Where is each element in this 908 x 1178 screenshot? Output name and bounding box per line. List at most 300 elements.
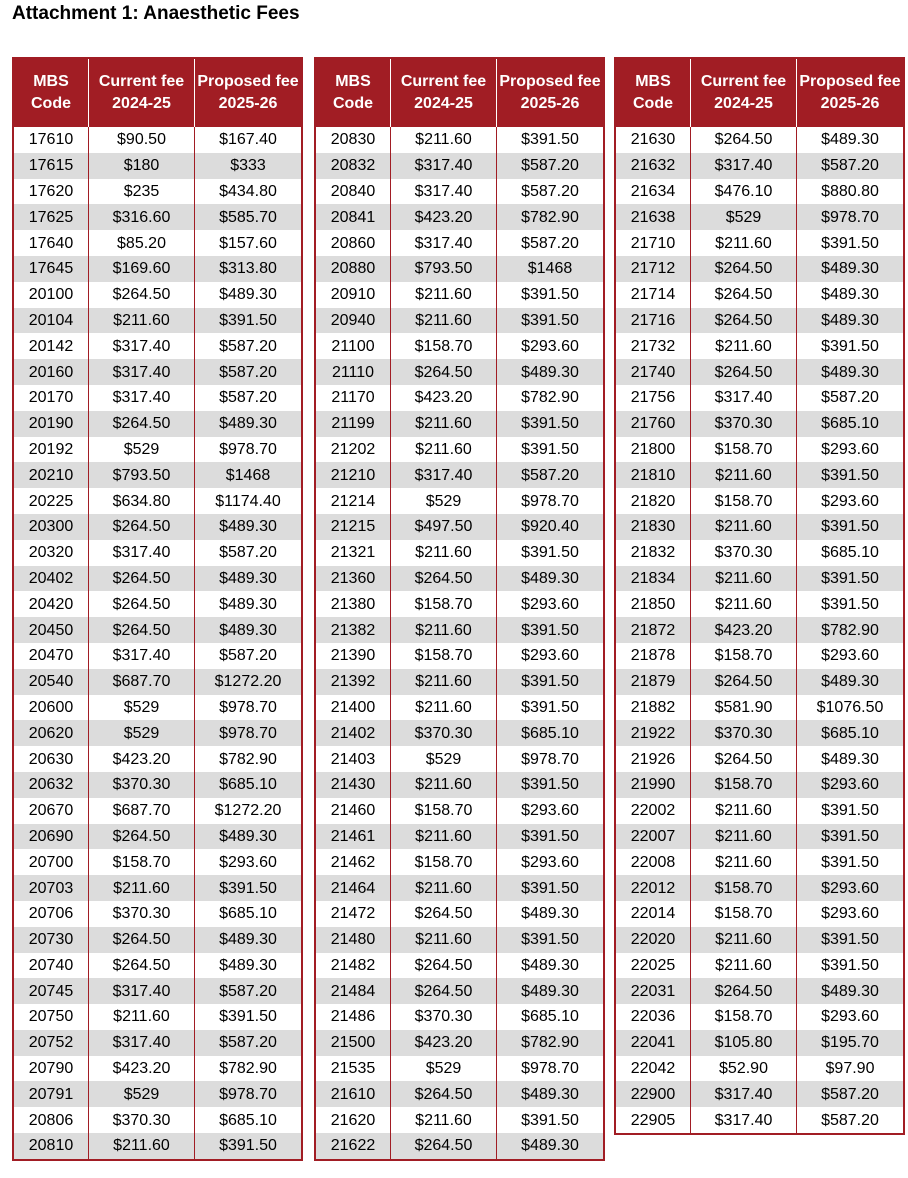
proposed-fee-cell: $489.30 — [797, 308, 905, 334]
current-fee-cell: $317.40 — [89, 385, 195, 411]
header-mbs-code: MBS Code — [615, 58, 691, 127]
current-fee-cell: $529 — [89, 1081, 195, 1107]
current-fee-cell: $529 — [89, 720, 195, 746]
proposed-fee-cell: $391.50 — [195, 875, 303, 901]
table-row — [13, 1056, 302, 1082]
current-fee-cell: $158.70 — [691, 772, 797, 798]
proposed-fee-cell: $587.20 — [497, 462, 605, 488]
current-fee-cell: $211.60 — [391, 308, 497, 334]
current-fee-cell: $264.50 — [691, 359, 797, 385]
mbs-code-cell: 20841 — [315, 204, 391, 230]
proposed-fee-cell: $1272.20 — [195, 798, 303, 824]
current-fee-cell: $264.50 — [691, 746, 797, 772]
table-row — [315, 617, 604, 643]
current-fee-cell: $105.80 — [691, 1030, 797, 1056]
proposed-fee-cell: $391.50 — [497, 540, 605, 566]
table-row — [13, 333, 302, 359]
current-fee-cell: $264.50 — [89, 617, 195, 643]
mbs-code-cell: 21810 — [615, 462, 691, 488]
table-row — [13, 720, 302, 746]
mbs-code-cell: 20210 — [13, 462, 89, 488]
mbs-code-cell: 21535 — [330, 1060, 376, 1078]
mbs-code-cell: 20790 — [28, 1060, 74, 1078]
current-fee-cell: $211.60 — [691, 333, 797, 359]
table-row — [13, 282, 302, 308]
mbs-code-cell: 22014 — [630, 905, 676, 923]
proposed-fee-cell: $489.30 — [497, 901, 605, 927]
current-fee-cell: $158.70 — [691, 901, 797, 927]
table-row — [615, 127, 904, 153]
current-fee-cell: $211.60 — [391, 540, 497, 566]
table-row — [13, 824, 302, 850]
mbs-code-cell: 17640 — [28, 234, 74, 252]
current-fee-cell: $211.60 — [691, 462, 797, 488]
current-fee-cell: $180 — [89, 153, 195, 179]
mbs-code-cell: 20860 — [330, 234, 376, 252]
mbs-code-cell: 20740 — [28, 956, 74, 974]
mbs-code-cell: 21382 — [315, 617, 391, 643]
proposed-fee-cell: $489.30 — [797, 359, 905, 385]
proposed-fee-cell: $293.60 — [497, 643, 605, 669]
proposed-fee-cell: $391.50 — [797, 927, 905, 953]
mbs-code-cell: 21380 — [330, 595, 376, 613]
table-row — [315, 359, 604, 385]
proposed-fee-cell: $293.60 — [497, 333, 605, 359]
table-row — [315, 282, 604, 308]
table-row — [615, 1004, 904, 1030]
current-fee-cell: $158.70 — [391, 798, 497, 824]
table-row — [615, 437, 904, 463]
proposed-fee-cell: $391.50 — [797, 591, 905, 617]
proposed-fee-cell: $391.50 — [797, 333, 905, 359]
mbs-code-cell: 20142 — [28, 337, 74, 355]
current-fee-cell: $211.60 — [391, 669, 497, 695]
mbs-code-cell: 21710 — [630, 234, 676, 252]
proposed-fee-cell: $391.50 — [797, 230, 905, 256]
proposed-fee-cell: $587.20 — [195, 1030, 303, 1056]
mbs-code-cell: 21632 — [615, 153, 691, 179]
mbs-code-cell: 20104 — [13, 308, 89, 334]
mbs-code-cell: 20706 — [28, 905, 74, 923]
proposed-fee-cell: $587.20 — [797, 1081, 905, 1107]
current-fee-cell: $264.50 — [391, 978, 497, 1004]
table-row — [13, 153, 302, 179]
proposed-fee-cell: $489.30 — [797, 282, 905, 308]
mbs-code-cell: 20752 — [13, 1030, 89, 1056]
proposed-fee-cell: $587.20 — [497, 153, 605, 179]
mbs-code-cell: 21630 — [630, 131, 676, 149]
table-row — [315, 385, 604, 411]
current-fee-cell: $264.50 — [89, 824, 195, 850]
mbs-code-cell: 20190 — [13, 411, 89, 437]
header-current-fee: Current fee 2024-25 — [89, 58, 195, 127]
mbs-code-cell: 21756 — [630, 389, 676, 407]
proposed-fee-cell: $293.60 — [797, 772, 905, 798]
mbs-code-cell: 21830 — [615, 514, 691, 540]
table-row — [615, 204, 904, 230]
mbs-code-cell: 21634 — [630, 182, 676, 200]
mbs-code-cell: 20830 — [330, 131, 376, 149]
current-fee-cell: $158.70 — [691, 875, 797, 901]
table-row — [315, 798, 604, 824]
current-fee-cell: $211.60 — [391, 824, 497, 850]
mbs-code-cell: 21430 — [315, 772, 391, 798]
current-fee-cell: $687.70 — [89, 798, 195, 824]
current-fee-cell: $211.60 — [89, 1004, 195, 1030]
current-fee-cell: $264.50 — [89, 953, 195, 979]
table-row — [13, 798, 302, 824]
table-row — [615, 772, 904, 798]
current-fee-cell: $317.40 — [89, 333, 195, 359]
proposed-fee-cell: $1174.40 — [195, 488, 303, 514]
mbs-code-cell: 21482 — [330, 956, 376, 974]
table-row — [13, 514, 302, 540]
mbs-code-cell: 21712 — [615, 256, 691, 282]
proposed-fee-cell: $293.60 — [497, 849, 605, 875]
current-fee-cell: $423.20 — [691, 617, 797, 643]
mbs-code-cell: 20703 — [13, 875, 89, 901]
current-fee-cell: $264.50 — [691, 978, 797, 1004]
proposed-fee-cell: $434.80 — [195, 179, 303, 205]
table-row — [13, 1133, 302, 1160]
mbs-code-cell: 20750 — [28, 1008, 74, 1026]
current-fee-cell: $90.50 — [89, 127, 195, 153]
current-fee-cell: $264.50 — [391, 1081, 497, 1107]
current-fee-cell: $158.70 — [391, 591, 497, 617]
current-fee-cell: $529 — [691, 204, 797, 230]
table-row — [615, 901, 904, 927]
mbs-code-cell: 21878 — [630, 647, 676, 665]
mbs-code-cell: 22008 — [630, 853, 676, 871]
table-row — [13, 437, 302, 463]
proposed-fee-cell: $391.50 — [497, 308, 605, 334]
mbs-code-cell: 20402 — [13, 566, 89, 592]
current-fee-cell: $264.50 — [391, 1133, 497, 1160]
mbs-code-cell: 21486 — [330, 1008, 376, 1026]
table-row — [13, 849, 302, 875]
table-row — [13, 359, 302, 385]
table-row — [615, 488, 904, 514]
mbs-code-cell: 22036 — [630, 1008, 676, 1026]
current-fee-cell: $317.40 — [391, 153, 497, 179]
current-fee-cell: $264.50 — [391, 901, 497, 927]
mbs-code-cell: 17645 — [13, 256, 89, 282]
proposed-fee-cell: $489.30 — [497, 953, 605, 979]
mbs-code-cell: 21202 — [330, 440, 376, 458]
table-row — [13, 901, 302, 927]
proposed-fee-cell: $587.20 — [797, 1107, 905, 1134]
proposed-fee-cell: $782.90 — [497, 1030, 605, 1056]
mbs-code-cell: 21714 — [630, 286, 676, 304]
mbs-code-cell: 17625 — [13, 204, 89, 230]
current-fee-cell: $316.60 — [89, 204, 195, 230]
table-row — [13, 540, 302, 566]
mbs-code-cell: 20100 — [28, 286, 74, 304]
proposed-fee-cell: $978.70 — [195, 437, 303, 463]
table-row — [315, 411, 604, 437]
table-row — [315, 462, 604, 488]
table-row — [13, 591, 302, 617]
current-fee-cell: $158.70 — [391, 333, 497, 359]
mbs-code-cell: 20630 — [28, 750, 74, 768]
current-fee-cell: $264.50 — [691, 127, 797, 153]
proposed-fee-cell: $978.70 — [797, 204, 905, 230]
current-fee-cell: $317.40 — [691, 385, 797, 411]
table-row — [13, 617, 302, 643]
table-row — [615, 798, 904, 824]
current-fee-cell: $634.80 — [89, 488, 195, 514]
proposed-fee-cell: $685.10 — [797, 411, 905, 437]
mbs-code-cell: 21464 — [315, 875, 391, 901]
table-row — [315, 333, 604, 359]
current-fee-cell: $423.20 — [89, 746, 195, 772]
proposed-fee-cell: $489.30 — [797, 256, 905, 282]
current-fee-cell: $211.60 — [391, 875, 497, 901]
proposed-fee-cell: $293.60 — [497, 591, 605, 617]
mbs-code-cell: 21403 — [330, 750, 376, 768]
proposed-fee-cell: $587.20 — [195, 333, 303, 359]
table-row — [13, 308, 302, 334]
proposed-fee-cell: $489.30 — [195, 953, 303, 979]
mbs-code-cell: 20320 — [28, 544, 74, 562]
current-fee-cell: $370.30 — [89, 1107, 195, 1133]
proposed-fee-cell: $391.50 — [797, 849, 905, 875]
mbs-code-cell: 17610 — [28, 131, 74, 149]
current-fee-cell: $211.60 — [691, 514, 797, 540]
proposed-fee-cell: $293.60 — [797, 437, 905, 463]
proposed-fee-cell: $782.90 — [497, 204, 605, 230]
table-row — [315, 566, 604, 592]
mbs-code-cell: 20832 — [315, 153, 391, 179]
proposed-fee-cell: $587.20 — [195, 978, 303, 1004]
current-fee-cell: $317.40 — [89, 978, 195, 1004]
proposed-fee-cell: $978.70 — [195, 695, 303, 721]
table-row — [315, 230, 604, 256]
mbs-code-cell: 20620 — [13, 720, 89, 746]
current-fee-cell: $317.40 — [391, 230, 497, 256]
mbs-code-cell: 21360 — [315, 566, 391, 592]
mbs-code-cell: 20600 — [28, 698, 74, 716]
mbs-code-cell: 21400 — [330, 698, 376, 716]
proposed-fee-cell: $587.20 — [497, 230, 605, 256]
mbs-code-cell: 20420 — [28, 595, 74, 613]
proposed-fee-cell: $391.50 — [497, 669, 605, 695]
mbs-code-cell: 21832 — [630, 544, 676, 562]
mbs-code-cell: 20192 — [28, 440, 74, 458]
proposed-fee-cell: $587.20 — [797, 153, 905, 179]
table-row — [13, 875, 302, 901]
mbs-code-cell: 21390 — [330, 647, 376, 665]
table-row — [315, 540, 604, 566]
header-current-fee: Current fee 2024-25 — [691, 58, 797, 127]
proposed-fee-cell: $782.90 — [195, 746, 303, 772]
current-fee-cell: $211.60 — [391, 282, 497, 308]
table-row — [615, 643, 904, 669]
table-row — [315, 153, 604, 179]
table-row — [615, 256, 904, 282]
proposed-fee-cell: $685.10 — [797, 720, 905, 746]
proposed-fee-cell: $489.30 — [497, 1081, 605, 1107]
proposed-fee-cell: $880.80 — [797, 179, 905, 205]
proposed-fee-cell: $978.70 — [497, 746, 605, 772]
current-fee-cell: $793.50 — [89, 462, 195, 488]
proposed-fee-cell: $489.30 — [195, 591, 303, 617]
proposed-fee-cell: $391.50 — [497, 1107, 605, 1133]
mbs-code-cell: 21472 — [330, 905, 376, 923]
proposed-fee-cell: $1468 — [497, 256, 605, 282]
current-fee-cell: $158.70 — [691, 488, 797, 514]
mbs-code-cell: 21882 — [630, 698, 676, 716]
mbs-code-cell: 21850 — [630, 595, 676, 613]
current-fee-cell: $423.20 — [89, 1056, 195, 1082]
table-row — [13, 566, 302, 592]
table-row — [13, 927, 302, 953]
current-fee-cell: $52.90 — [691, 1056, 797, 1082]
current-fee-cell: $158.70 — [391, 643, 497, 669]
mbs-code-cell: 20791 — [13, 1081, 89, 1107]
proposed-fee-cell: $391.50 — [497, 772, 605, 798]
table-row — [615, 282, 904, 308]
mbs-code-cell: 21926 — [630, 750, 676, 768]
current-fee-cell: $211.60 — [89, 875, 195, 901]
table-row — [13, 127, 302, 153]
proposed-fee-cell: $489.30 — [497, 359, 605, 385]
proposed-fee-cell: $391.50 — [797, 824, 905, 850]
header-proposed-fee: Proposed fee 2025-26 — [797, 58, 905, 127]
table-row — [615, 540, 904, 566]
proposed-fee-cell: $489.30 — [195, 927, 303, 953]
proposed-fee-cell: $195.70 — [797, 1030, 905, 1056]
table-row — [615, 179, 904, 205]
mbs-code-cell: 21820 — [630, 492, 676, 510]
proposed-fee-cell: $489.30 — [797, 746, 905, 772]
proposed-fee-cell: $293.60 — [797, 488, 905, 514]
proposed-fee-cell: $391.50 — [497, 617, 605, 643]
table-row — [615, 669, 904, 695]
proposed-fee-cell: $391.50 — [497, 695, 605, 721]
table-row — [13, 746, 302, 772]
mbs-code-cell: 21402 — [315, 720, 391, 746]
current-fee-cell: $264.50 — [89, 411, 195, 437]
current-fee-cell: $581.90 — [691, 695, 797, 721]
table-row — [615, 308, 904, 334]
table-row — [13, 204, 302, 230]
mbs-code-cell: 21740 — [615, 359, 691, 385]
proposed-fee-cell: $391.50 — [797, 514, 905, 540]
proposed-fee-cell: $920.40 — [497, 514, 605, 540]
mbs-code-cell: 21834 — [615, 566, 691, 592]
proposed-fee-cell: $293.60 — [797, 1004, 905, 1030]
table-row — [615, 953, 904, 979]
proposed-fee-cell: $587.20 — [195, 643, 303, 669]
mbs-code-cell: 21392 — [315, 669, 391, 695]
mbs-code-cell: 21170 — [331, 389, 375, 407]
table-row — [615, 927, 904, 953]
table-row — [13, 669, 302, 695]
table-row — [315, 824, 604, 850]
current-fee-cell: $264.50 — [89, 514, 195, 540]
table-row — [615, 462, 904, 488]
mbs-code-cell: 21199 — [315, 411, 391, 437]
current-fee-cell: $158.70 — [691, 1004, 797, 1030]
mbs-code-cell: 17615 — [13, 153, 89, 179]
proposed-fee-cell: $293.60 — [497, 798, 605, 824]
current-fee-cell: $211.60 — [691, 798, 797, 824]
current-fee-cell: $235 — [89, 179, 195, 205]
current-fee-cell: $317.40 — [89, 540, 195, 566]
header-current-fee: Current fee 2024-25 — [391, 58, 497, 127]
current-fee-cell: $497.50 — [391, 514, 497, 540]
mbs-code-cell: 21872 — [615, 617, 691, 643]
table-row — [615, 695, 904, 721]
table-row — [13, 1081, 302, 1107]
proposed-fee-cell: $685.10 — [797, 540, 905, 566]
table-row — [315, 978, 604, 1004]
current-fee-cell: $264.50 — [89, 566, 195, 592]
proposed-fee-cell: $782.90 — [797, 617, 905, 643]
mbs-code-cell: 20632 — [13, 772, 89, 798]
fee-table-2 — [314, 57, 605, 1161]
proposed-fee-cell: $489.30 — [497, 978, 605, 1004]
current-fee-cell: $529 — [89, 695, 195, 721]
proposed-fee-cell: $489.30 — [497, 1133, 605, 1160]
current-fee-cell: $211.60 — [691, 927, 797, 953]
table-row — [315, 1030, 604, 1056]
proposed-fee-cell: $313.80 — [195, 256, 303, 282]
mbs-code-cell: 21620 — [330, 1111, 376, 1129]
mbs-code-cell: 21879 — [615, 669, 691, 695]
proposed-fee-cell: $685.10 — [497, 1004, 605, 1030]
mbs-code-cell: 21110 — [315, 359, 391, 385]
current-fee-cell: $158.70 — [391, 849, 497, 875]
mbs-code-cell: 22002 — [630, 802, 676, 820]
table-row — [315, 1004, 604, 1030]
table-row — [13, 256, 302, 282]
proposed-fee-cell: $978.70 — [497, 488, 605, 514]
mbs-code-cell: 21321 — [330, 544, 376, 562]
proposed-fee-cell: $391.50 — [797, 566, 905, 592]
current-fee-cell: $317.40 — [691, 1107, 797, 1134]
page-title: Attachment 1: Anaesthetic Fees — [12, 3, 300, 24]
header-mbs-code: MBS Code — [13, 58, 89, 127]
current-fee-cell: $264.50 — [391, 566, 497, 592]
table-row — [615, 333, 904, 359]
table-row — [615, 746, 904, 772]
mbs-code-cell: 20806 — [28, 1111, 74, 1129]
proposed-fee-cell: $782.90 — [195, 1056, 303, 1082]
mbs-code-cell: 20840 — [330, 182, 376, 200]
mbs-code-cell: 21460 — [330, 802, 376, 820]
table-row — [315, 256, 604, 282]
current-fee-cell: $793.50 — [391, 256, 497, 282]
table-row — [315, 953, 604, 979]
table-row — [615, 230, 904, 256]
mbs-code-cell: 22900 — [615, 1081, 691, 1107]
proposed-fee-cell: $391.50 — [797, 798, 905, 824]
proposed-fee-cell: $978.70 — [195, 1081, 303, 1107]
mbs-code-cell: 20540 — [13, 669, 89, 695]
table-row — [315, 643, 604, 669]
proposed-fee-cell: $1468 — [195, 462, 303, 488]
proposed-fee-cell: $333 — [195, 153, 303, 179]
mbs-code-cell: 21484 — [315, 978, 391, 1004]
mbs-code-cell: 20690 — [13, 824, 89, 850]
table-row — [315, 127, 604, 153]
table-row — [13, 643, 302, 669]
current-fee-cell: $317.40 — [391, 179, 497, 205]
current-fee-cell: $370.30 — [391, 1004, 497, 1030]
table-row — [13, 772, 302, 798]
